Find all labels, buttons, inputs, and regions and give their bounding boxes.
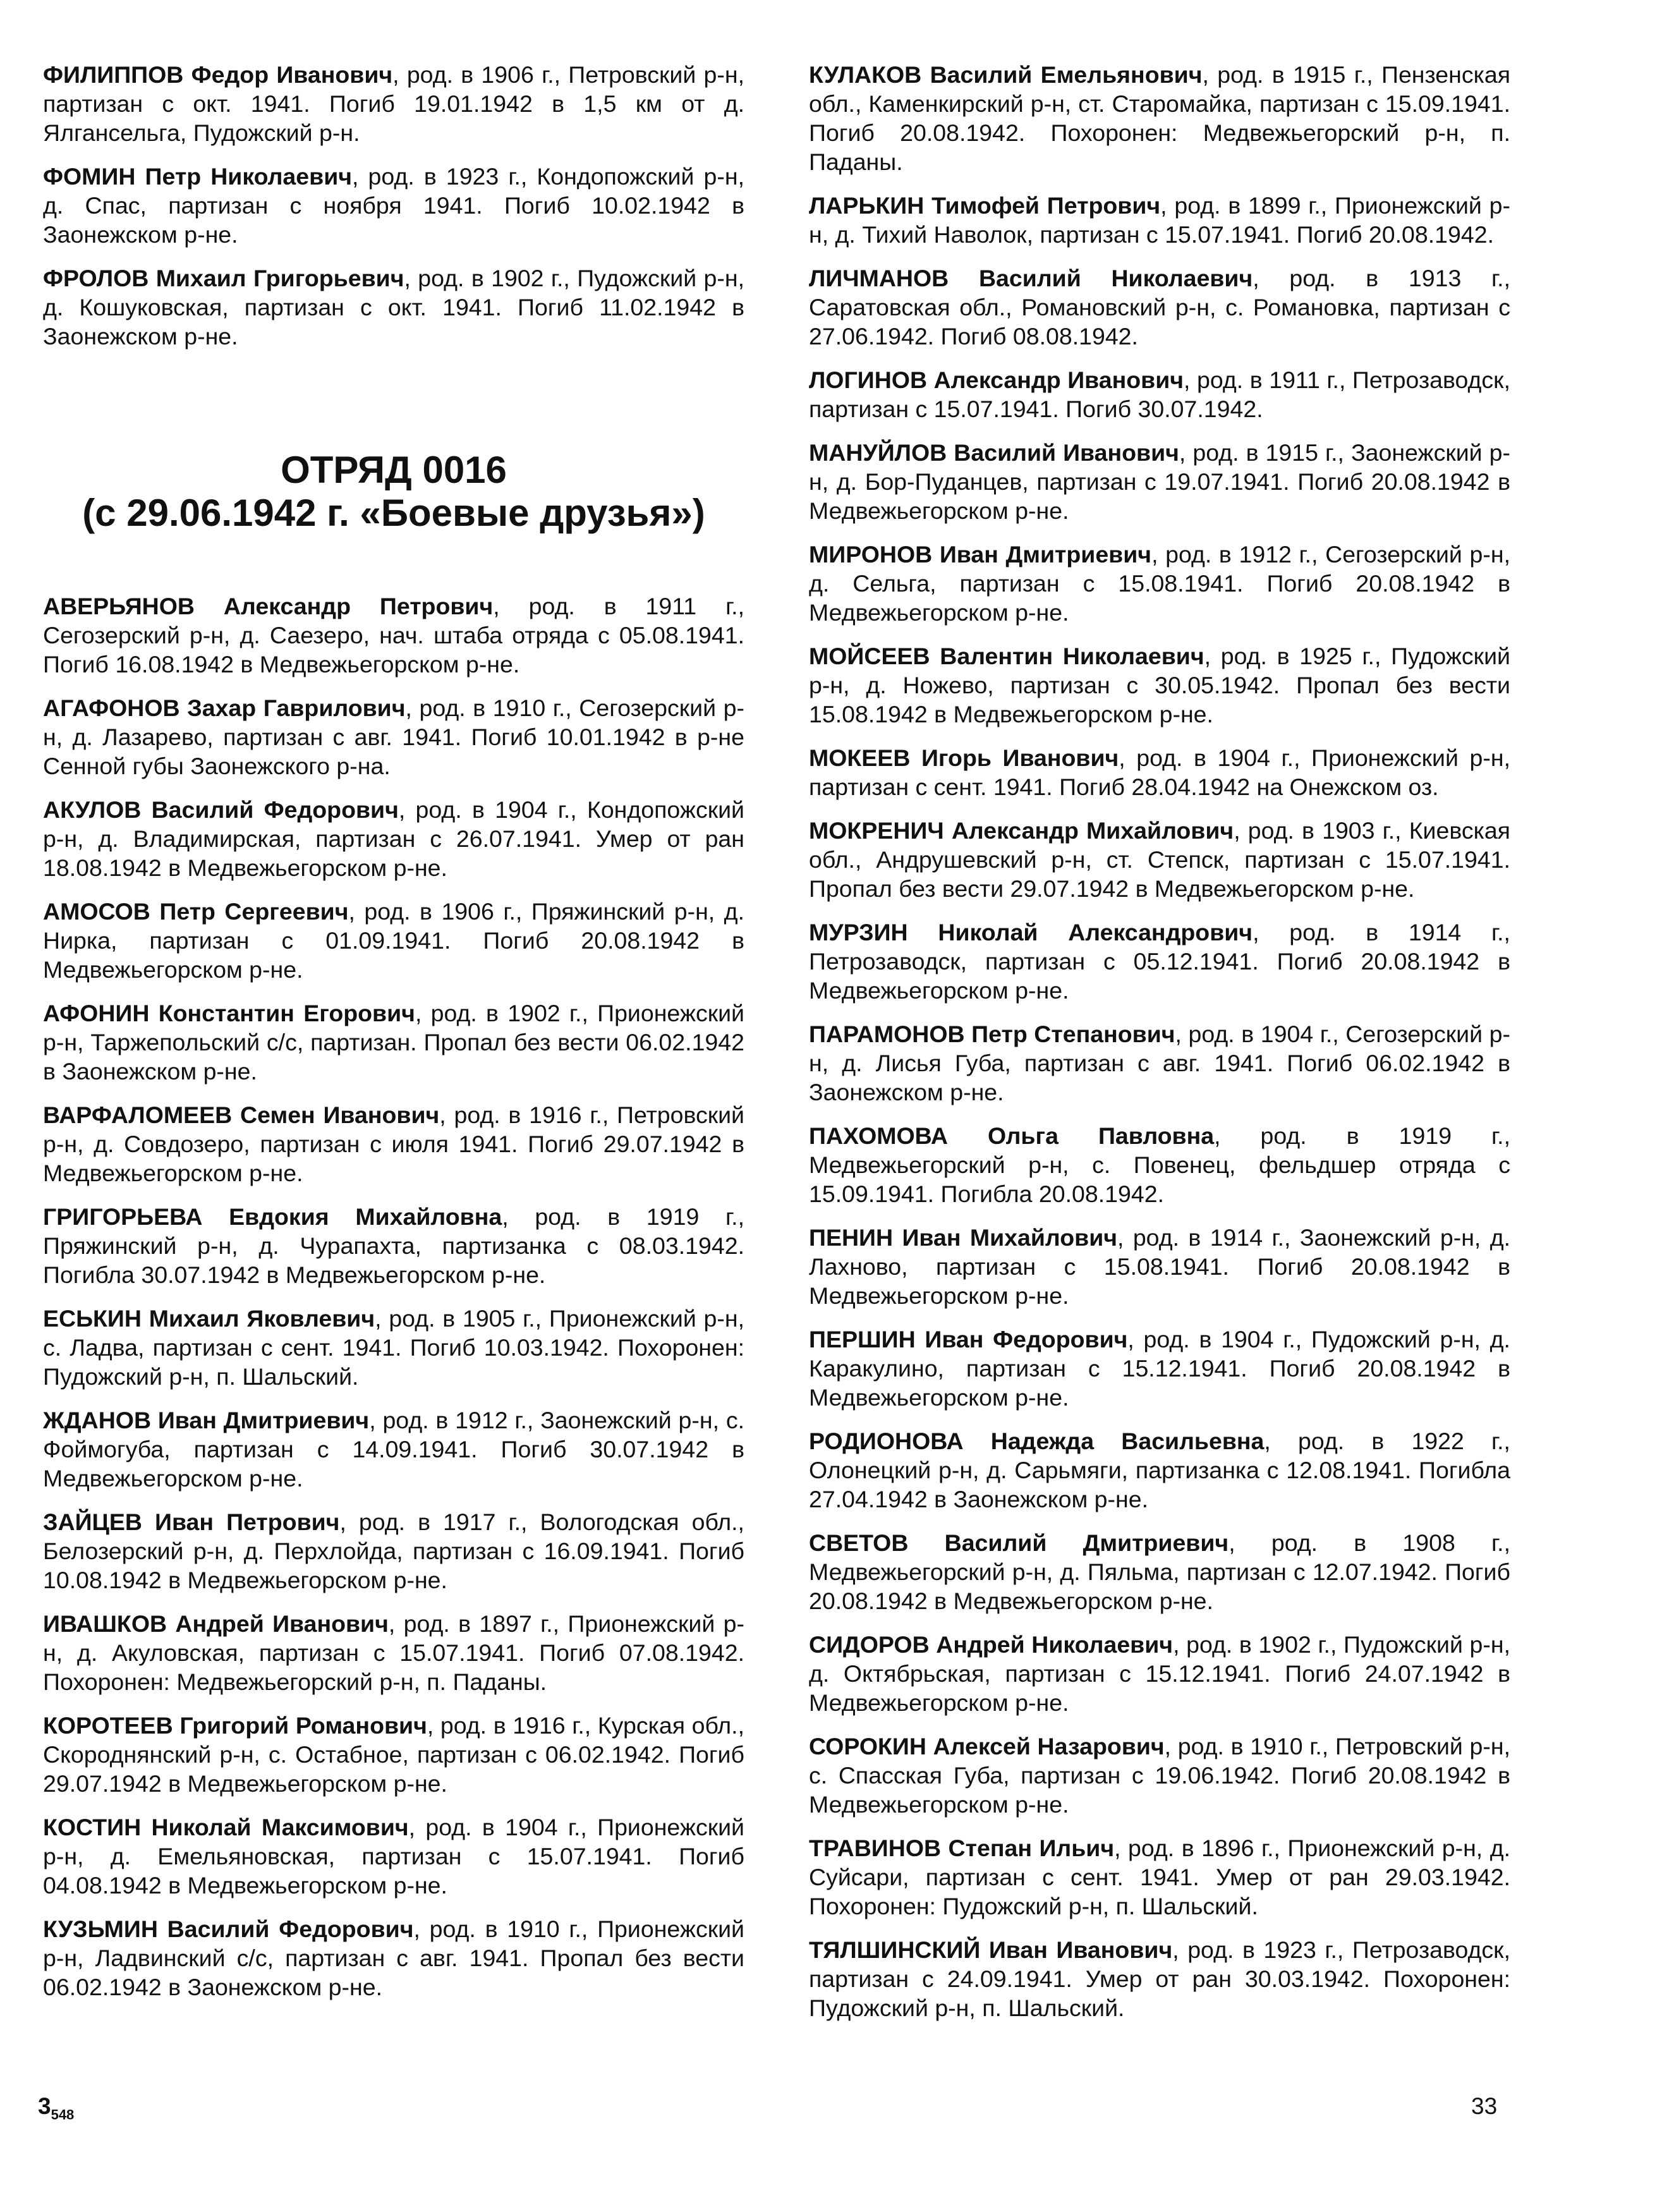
page-number: 33 bbox=[1471, 2093, 1498, 2119]
person-details: , род. в 1911 г., Сегозерский р-н, д. Саезеро, нач. штаба отряда с 05.08.1941. Погиб 16.08.1942 в Медвежьегорском р-не. bbox=[43, 593, 745, 678]
person-details: , род. в 1911 г., Петрозаводск, партизан с 15.07.1941. Погиб 30.07.1942. bbox=[809, 367, 1510, 422]
person-name: АФОНИН Константин Егорович bbox=[43, 1000, 415, 1026]
person-entry bbox=[809, 1121, 1510, 1208]
entry-list-right bbox=[809, 60, 1510, 2022]
person-details: , род. в 1916 г., Курская обл., Скороднянский р-н, с. Остабное, партизан с 06.02.1942. Погиб 29.07.1942 в Медвежьегорском р-не. bbox=[43, 1712, 744, 1797]
section-heading bbox=[43, 449, 744, 535]
person-entry bbox=[43, 1711, 744, 1798]
person-entry bbox=[809, 1732, 1510, 1819]
person-details: , род. в 1923 г., Петрозаводск, партизан с 24.09.1941. Умер от ран 30.03.1942. Похоронен: Пудожский р-н, п. Шальский. bbox=[809, 1936, 1510, 2021]
person-entry bbox=[809, 365, 1510, 423]
person-details: , род. в 1910 г., Петровский р-н, с. Спасская Губа, партизан с 19.06.1942. Погиб 20.08.1942 в Медвежьегорском р-не. bbox=[809, 1733, 1511, 1818]
person-entry bbox=[43, 264, 744, 351]
person-entry bbox=[43, 1609, 744, 1696]
person-entry bbox=[809, 540, 1510, 627]
person-name: ЗАЙЦЕВ Иван Петрович bbox=[43, 1509, 340, 1535]
person-name: КОСТИН Николай Максимович bbox=[43, 1814, 409, 1840]
person-entry bbox=[809, 1223, 1510, 1310]
person-entry bbox=[43, 999, 744, 1086]
person-details: , род. в 1906 г., Петровский р-н, партизан с окт. 1941. Погиб 19.01.1942 в 1,5 км от д. Ялгансельга, Пудожский р-н. bbox=[43, 61, 744, 146]
person-entry bbox=[809, 1833, 1510, 1921]
person-name: СИДОРОВ Андрей Николаевич bbox=[809, 1631, 1174, 1658]
person-entry bbox=[43, 60, 744, 147]
person-details: , род. в 1897 г., Прионежский р-н, д. Акуловская, партизан с 15.07.1941. Погиб 07.08.1942. Похоронен: Медвежьегорский р-н, п. Паданы. bbox=[43, 1610, 744, 1695]
person-entry bbox=[809, 1528, 1510, 1615]
person-name: КОРОТЕЕВ Григорий Романович bbox=[43, 1712, 427, 1739]
person-name: ПЕРШИН Иван Федорович bbox=[809, 1326, 1128, 1352]
signature-sub: 548 bbox=[51, 2106, 75, 2123]
person-details: , род. в 1916 г., Петровский р-н, д. Совдозеро, партизан с июля 1941. Погиб 29.07.1942 в Медвежьегорском р-не. bbox=[43, 1102, 745, 1186]
printer-signature-mark bbox=[38, 2093, 74, 2123]
person-entry bbox=[809, 1426, 1510, 1514]
person-name: МУРЗИН Николай Александрович bbox=[809, 919, 1253, 945]
entry-list-bottom bbox=[43, 592, 744, 2002]
person-details: , род. в 1914 г., Заонежский р-н, д. Лахново, партизан с 15.08.1941. Погиб 20.08.1942 в Медвежьегорском р-не. bbox=[809, 1224, 1510, 1309]
person-details: , род. в 1912 г., Заонежский р-н, с. Фоймогуба, партизан с 14.09.1941. Погиб 30.07.1942 в Медвежьегорском р-не. bbox=[43, 1407, 744, 1492]
person-entry bbox=[809, 918, 1510, 1005]
person-name: ТРАВИНОВ Степан Ильич bbox=[809, 1835, 1115, 1861]
person-name: МОКЕЕВ Игорь Иванович bbox=[809, 744, 1119, 771]
person-details: , род. в 1904 г., Сегозерский р-н, д. Лисья Губа, партизан с авг. 1941. Погиб 06.02.1942 в Заонежском р-не. bbox=[809, 1021, 1510, 1105]
person-name: ЛОГИНОВ Александр Иванович bbox=[809, 367, 1184, 393]
person-details: , род. в 1910 г., Прионежский р-н, Ладвинский с/с, партизан с авг. 1941. Пропал без вести 06.02.1942 в Заонежском р-не. bbox=[43, 1916, 744, 2000]
person-name: ЛИЧМАНОВ Василий Николаевич bbox=[809, 265, 1253, 291]
person-name: ЕСЬКИН Михаил Яковлевич bbox=[43, 1305, 375, 1332]
person-name: ПЕНИН Иван Михайлович bbox=[809, 1224, 1118, 1251]
person-entry bbox=[809, 816, 1510, 903]
person-entry bbox=[809, 438, 1510, 525]
person-name: АМОСОВ Петр Сергеевич bbox=[43, 898, 349, 925]
person-name: РОДИОНОВА Надежда Васильевна bbox=[809, 1428, 1265, 1454]
person-name: ИВАШКОВ Андрей Иванович bbox=[43, 1610, 389, 1637]
person-details: , род. в 1905 г., Прионежский р-н, с. Ладва, партизан с сент. 1941. Погиб 10.03.1942. Похоронен: Пудожский р-н, п. Шальский. bbox=[43, 1305, 745, 1390]
person-details: , род. в 1902 г., Пудожский р-н, д. Кошуковская, партизан с окт. 1941. Погиб 11.02.1942 в Заонежском р-не. bbox=[43, 265, 744, 349]
person-entry bbox=[43, 1813, 744, 1900]
person-details: , род. в 1906 г., Пряжинский р-н, д. Нирка, партизан с 01.09.1941. Погиб 20.08.1942 в Медвежьегорском р-не. bbox=[43, 898, 744, 983]
person-name: МОКРЕНИЧ Александр Михайлович bbox=[809, 817, 1234, 844]
section-title-line-2: (с 29.06.1942 г. «Боевые друзья») bbox=[82, 492, 705, 534]
person-entry bbox=[43, 795, 744, 882]
person-details: , род. в 1919 г., Медвежьегорский р-н, с. Повенец, фельдшер отряда с 15.09.1941. Погибла 20.08.1942. bbox=[809, 1122, 1510, 1207]
person-name: МАНУЙЛОВ Василий Иванович bbox=[809, 439, 1179, 466]
person-details: , род. в 1914 г., Петрозаводск, партизан с 05.12.1941. Погиб 20.08.1942 в Медвежьегорском р-не. bbox=[809, 919, 1510, 1004]
person-entry bbox=[43, 1100, 744, 1188]
person-entry bbox=[43, 1914, 744, 2002]
person-details: , род. в 1922 г., Олонецкий р-н, д. Сарьмяги, партизанка с 12.08.1941. Погибла 27.04.1942 в Заонежском р-не. bbox=[809, 1428, 1510, 1512]
person-name: ГРИГОРЬЕВА Евдокия Михайловна bbox=[43, 1203, 502, 1230]
person-name: МОЙСЕЕВ Валентин Николаевич bbox=[809, 643, 1204, 669]
person-entry bbox=[809, 60, 1510, 176]
person-name: ЖДАНОВ Иван Дмитриевич bbox=[43, 1407, 370, 1433]
person-name: СВЕТОВ Василий Дмитриевич bbox=[809, 1529, 1229, 1556]
person-details: , род. в 1904 г., Пудожский р-н, д. Каракулино, партизан с 15.12.1941. Погиб 20.08.1942 в Медвежьегорском р-не. bbox=[809, 1326, 1510, 1411]
person-name: ПАРАМОНОВ Петр Степанович bbox=[809, 1021, 1175, 1047]
person-details: , род. в 1923 г., Кондопожский р-н, д. Спас, партизан с ноября 1941. Погиб 10.02.1942 в Заонежском р-не. bbox=[43, 163, 744, 248]
person-entry bbox=[809, 1019, 1510, 1107]
person-entry bbox=[43, 1202, 744, 1289]
person-details: , род. в 1902 г., Прионежский р-н, Таржепольский с/с, партизан. Пропал без вести 06.02.1942 в Заонежском р-не. bbox=[43, 1000, 745, 1085]
person-details: , род. в 1904 г., Прионежский р-н, д. Емельяновская, партизан с 15.07.1941. Погиб 04.08.1942 в Медвежьегорском р-не. bbox=[43, 1814, 745, 1899]
person-details: , род. в 1917 г., Вологодская обл., Белозерский р-н, д. Перхлойда, партизан с 16.09.1941. Погиб 10.08.1942 в Медвежьегорском р-не. bbox=[43, 1509, 744, 1593]
person-details: , род. в 1913 г., Саратовская обл., Романовский р-н, с. Романовка, партизан с 27.06.1942. Погиб 08.08.1942. bbox=[809, 265, 1510, 349]
person-name: ЛАРЬКИН Тимофей Петрович bbox=[809, 192, 1161, 219]
person-name: АГАФОНОВ Захар Гаврилович bbox=[43, 695, 406, 721]
person-name: ФИЛИППОВ Федор Иванович bbox=[43, 61, 393, 88]
right-column bbox=[809, 60, 1510, 2037]
person-entry bbox=[43, 1507, 744, 1595]
person-name: ВАРФАЛОМЕЕВ Семен Иванович bbox=[43, 1102, 440, 1128]
person-details: , род. в 1908 г., Медвежьегорский р-н, д. Пяльма, партизан с 12.07.1942. Погиб 20.08.1942 в Медвежьегорском р-не. bbox=[809, 1529, 1510, 1614]
person-name: ТЯЛШИНСКИЙ Иван Иванович bbox=[809, 1936, 1173, 1963]
person-entry bbox=[43, 1304, 744, 1391]
person-details: , род. в 1925 г., Пудожский р-н, д. Ножево, партизан с 30.05.1942. Пропал без вести 15.08.1942 в Медвежьегорском р-не. bbox=[809, 643, 1510, 727]
person-entry bbox=[809, 264, 1510, 351]
person-entry bbox=[809, 743, 1510, 801]
person-name: СОРОКИН Алексей Назарович bbox=[809, 1733, 1165, 1759]
person-details: , род. в 1915 г., Заонежский р-н, д. Бор-Пуданцев, партизан с 19.07.1941. Погиб 20.08.1942 в Медвежьегорском р-не. bbox=[809, 439, 1511, 524]
person-entry bbox=[43, 162, 744, 249]
person-details: , род. в 1912 г., Сегозерский р-н, д. Сельга, партизан с 15.08.1941. Погиб 20.08.1942 в Медвежьегорском р-не. bbox=[809, 541, 1510, 626]
person-entry bbox=[809, 1935, 1510, 2022]
person-details: , род. в 1896 г., Прионежский р-н, д. Суйсари, партизан с сент. 1941. Умер от ран 29.03.1942. Похоронен: Пудожский р-н, п. Шальский. bbox=[809, 1835, 1510, 1919]
person-name: АКУЛОВ Василий Федорович bbox=[43, 796, 399, 823]
person-details: , род. в 1910 г., Сегозерский р-н, д. Лазарево, партизан с авг. 1941. Погиб 10.01.1942 в р-не Сенной губы Заонежского р-на. bbox=[43, 695, 744, 779]
person-entry bbox=[809, 191, 1510, 249]
person-name: АВЕРЬЯНОВ Александр Петрович bbox=[43, 593, 494, 619]
person-details: , род. в 1899 г., Прионежский р-н, д. Тихий Наволок, партизан с 15.07.1941. Погиб 20.08.1942. bbox=[809, 192, 1510, 248]
person-name: КУЗЬМИН Василий Федорович bbox=[43, 1916, 414, 1942]
person-name: ФОМИН Петр Николаевич bbox=[43, 163, 353, 190]
person-details: , род. в 1904 г., Кондопожский р-н, д. Владимирская, партизан с 26.07.1941. Умер от ран 18.08.1942 в Медвежьегорском р-не. bbox=[43, 796, 744, 881]
person-details: , род. в 1919 г., Пряжинский р-н, д. Чурапахта, партизанка с 08.03.1942. Погибла 30.07.1942 в Медвежьегорском р-не. bbox=[43, 1203, 744, 1288]
person-entry bbox=[809, 1325, 1510, 1412]
person-details: , род. в 1903 г., Киевская обл., Андрушевский р-н, ст. Степск, партизан с 15.07.1941. Пропал без вести 29.07.1942 в Медвежьегорском р-не. bbox=[809, 817, 1510, 902]
person-entry bbox=[809, 1630, 1510, 1717]
person-entry bbox=[43, 1406, 744, 1493]
person-entry bbox=[43, 897, 744, 984]
person-name: КУЛАКОВ Василий Емельянович bbox=[809, 61, 1203, 88]
person-name: ФРОЛОВ Михаил Григорьевич bbox=[43, 265, 404, 291]
person-name: ПАХОМОВА Ольга Павловна bbox=[809, 1122, 1215, 1149]
person-details: , род. в 1915 г., Пензенская обл., Каменкирский р-н, ст. Старомайка, партизан с 15.09.1941. Погиб 20.08.1942. Похоронен: Медвежьегорский р-н, п. Паданы. bbox=[809, 61, 1510, 175]
person-details: , род. в 1904 г., Прионежский р-н, партизан с сент. 1941. Погиб 28.04.1942 на Онежском оз. bbox=[809, 744, 1510, 800]
person-entry bbox=[43, 693, 744, 781]
entry-list-top bbox=[43, 60, 744, 351]
person-entry bbox=[43, 592, 744, 679]
person-name: МИРОНОВ Иван Дмитриевич bbox=[809, 541, 1152, 568]
person-details: , род. в 1902 г., Пудожский р-н, д. Октябрьская, партизан с 15.12.1941. Погиб 24.07.1942 в Медвежьегорском р-не. bbox=[809, 1631, 1510, 1716]
left-column bbox=[43, 60, 744, 2016]
signature-main: 3 bbox=[38, 2093, 51, 2119]
person-entry bbox=[809, 641, 1510, 729]
section-title-line-1: ОТРЯД 0016 bbox=[281, 449, 507, 491]
